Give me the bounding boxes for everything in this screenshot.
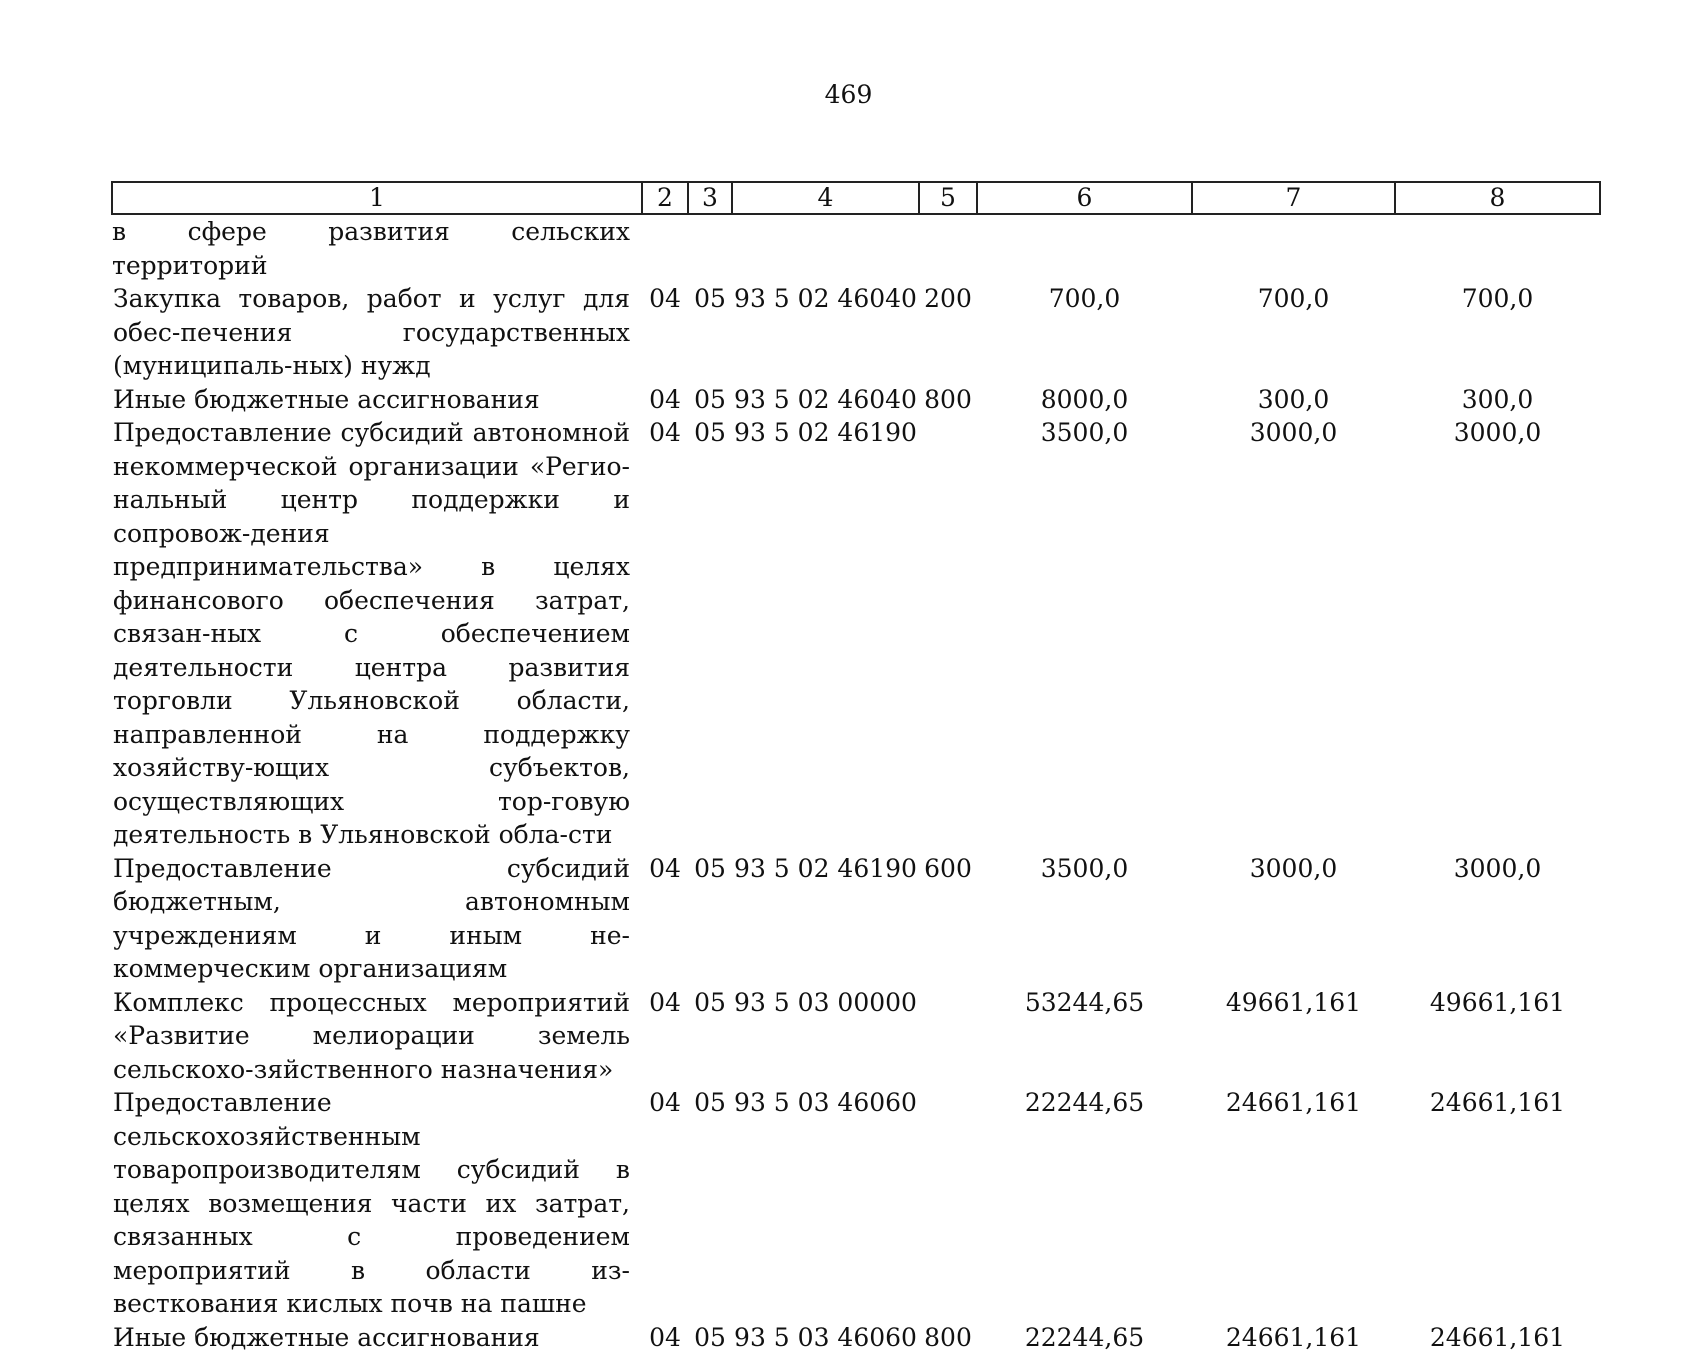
- amount-col7-cell: 3000,0: [1192, 416, 1395, 852]
- expense-type-cell: [919, 214, 977, 282]
- row-name-cell: Предоставление субсидий автономной некоммерческой организации «Регио-нальный центр поддержки и сопровож-дения предпринимательства» в целях финансового обеспечения затрат, связан-ных с обеспечением деятельности центра развития торговли Ульяновской области, направленной на поддержку хозяйству-ющих субъектов, осуществляющих тор-говую деятельность в Ульяновской обла-сти: [112, 416, 642, 852]
- target-article-cell: 93 5 02 46190: [732, 852, 919, 986]
- amount-col6-cell: 3500,0: [977, 416, 1192, 852]
- target-article-cell: 93 5 03 46060: [732, 1321, 919, 1354]
- column-header-2: 2: [642, 182, 688, 214]
- amount-col6-cell: 3500,0: [977, 852, 1192, 986]
- amount-col7-cell: 24661,161: [1192, 1086, 1395, 1321]
- expense-type-cell: [919, 986, 977, 1087]
- section-code-cell: 04: [642, 282, 688, 383]
- subsection-code-cell: 05: [688, 1321, 732, 1354]
- header-row: [112, 182, 1600, 214]
- column-header-4: 4: [732, 182, 919, 214]
- target-article-cell: 93 5 02 46040: [732, 282, 919, 383]
- table-row: [112, 282, 1600, 383]
- expense-type-cell: 200: [919, 282, 977, 383]
- amount-col8-cell: 24661,161: [1395, 1086, 1600, 1321]
- section-code-cell: 04: [642, 986, 688, 1087]
- table-row: [112, 383, 1600, 417]
- section-code-cell: 04: [642, 383, 688, 417]
- amount-col8-cell: 700,0: [1395, 282, 1600, 383]
- amount-col6-cell: [977, 214, 1192, 282]
- table-row: [112, 214, 1600, 282]
- amount-col6-cell: 8000,0: [977, 383, 1192, 417]
- subsection-code-cell: [688, 214, 732, 282]
- section-code-cell: 04: [642, 1086, 688, 1321]
- amount-col6-cell: 700,0: [977, 282, 1192, 383]
- amount-col8-cell: 3000,0: [1395, 852, 1600, 986]
- amount-col7-cell: 300,0: [1192, 383, 1395, 417]
- row-name-cell: Комплекс процессных мероприятий «Развитие мелиорации земель сельскохо-зяйственного назначения»: [112, 986, 642, 1087]
- amount-col7-cell: 49661,161: [1192, 986, 1395, 1087]
- row-name-cell: Предоставление субсидий бюджетным, автономным учреждениям и иным не-коммерческим организациям: [112, 852, 642, 986]
- table-body: [112, 214, 1600, 1354]
- column-header-5: 5: [919, 182, 977, 214]
- section-code-cell: 04: [642, 852, 688, 986]
- table-row: [112, 1086, 1600, 1321]
- column-header-8: 8: [1395, 182, 1600, 214]
- amount-col7-cell: [1192, 214, 1395, 282]
- amount-col6-cell: 22244,65: [977, 1321, 1192, 1354]
- amount-col6-cell: 22244,65: [977, 1086, 1192, 1321]
- target-article-cell: 93 5 03 00000: [732, 986, 919, 1087]
- section-code-cell: 04: [642, 416, 688, 852]
- table-row: [112, 416, 1600, 852]
- row-name-cell: Иные бюджетные ассигнования: [112, 383, 642, 417]
- amount-col6-cell: 53244,65: [977, 986, 1192, 1087]
- column-header-7: 7: [1192, 182, 1395, 214]
- expense-type-cell: 600: [919, 852, 977, 986]
- expense-type-cell: 800: [919, 383, 977, 417]
- table-row: [112, 852, 1600, 986]
- amount-col8-cell: [1395, 214, 1600, 282]
- amount-col7-cell: 3000,0: [1192, 852, 1395, 986]
- subsection-code-cell: 05: [688, 1086, 732, 1321]
- target-article-cell: 93 5 03 46060: [732, 1086, 919, 1321]
- column-header-1: 1: [112, 182, 642, 214]
- section-code-cell: [642, 214, 688, 282]
- column-header-6: 6: [977, 182, 1192, 214]
- expense-type-cell: [919, 416, 977, 852]
- target-article-cell: 93 5 02 46190: [732, 416, 919, 852]
- row-name-cell: Предоставление сельскохозяйственным товаропроизводителям субсидий в целях возмещения части их затрат, связанных с проведением мероприятий в области из-весткования кислых почв на пашне: [112, 1086, 642, 1321]
- table-header: [112, 182, 1600, 214]
- target-article-cell: [732, 214, 919, 282]
- table-row: [112, 986, 1600, 1087]
- column-header-3: 3: [688, 182, 732, 214]
- amount-col7-cell: 700,0: [1192, 282, 1395, 383]
- subsection-code-cell: 05: [688, 416, 732, 852]
- page-number: 469: [0, 80, 1697, 109]
- row-name-cell: в сфере развития сельских территорий: [112, 214, 642, 282]
- amount-col8-cell: 24661,161: [1395, 1321, 1600, 1354]
- row-name-cell: Иные бюджетные ассигнования: [112, 1321, 642, 1354]
- amount-col8-cell: 3000,0: [1395, 416, 1600, 852]
- row-name-cell: Закупка товаров, работ и услуг для обес-печения государственных (муниципаль-ных) нужд: [112, 282, 642, 383]
- amount-col8-cell: 300,0: [1395, 383, 1600, 417]
- subsection-code-cell: 05: [688, 282, 732, 383]
- expense-type-cell: [919, 1086, 977, 1321]
- budget-table: [111, 181, 1601, 1354]
- table-row: [112, 1321, 1600, 1354]
- target-article-cell: 93 5 02 46040: [732, 383, 919, 417]
- expense-type-cell: 800: [919, 1321, 977, 1354]
- subsection-code-cell: 05: [688, 383, 732, 417]
- amount-col8-cell: 49661,161: [1395, 986, 1600, 1087]
- subsection-code-cell: 05: [688, 986, 732, 1087]
- subsection-code-cell: 05: [688, 852, 732, 986]
- section-code-cell: 04: [642, 1321, 688, 1354]
- amount-col7-cell: 24661,161: [1192, 1321, 1395, 1354]
